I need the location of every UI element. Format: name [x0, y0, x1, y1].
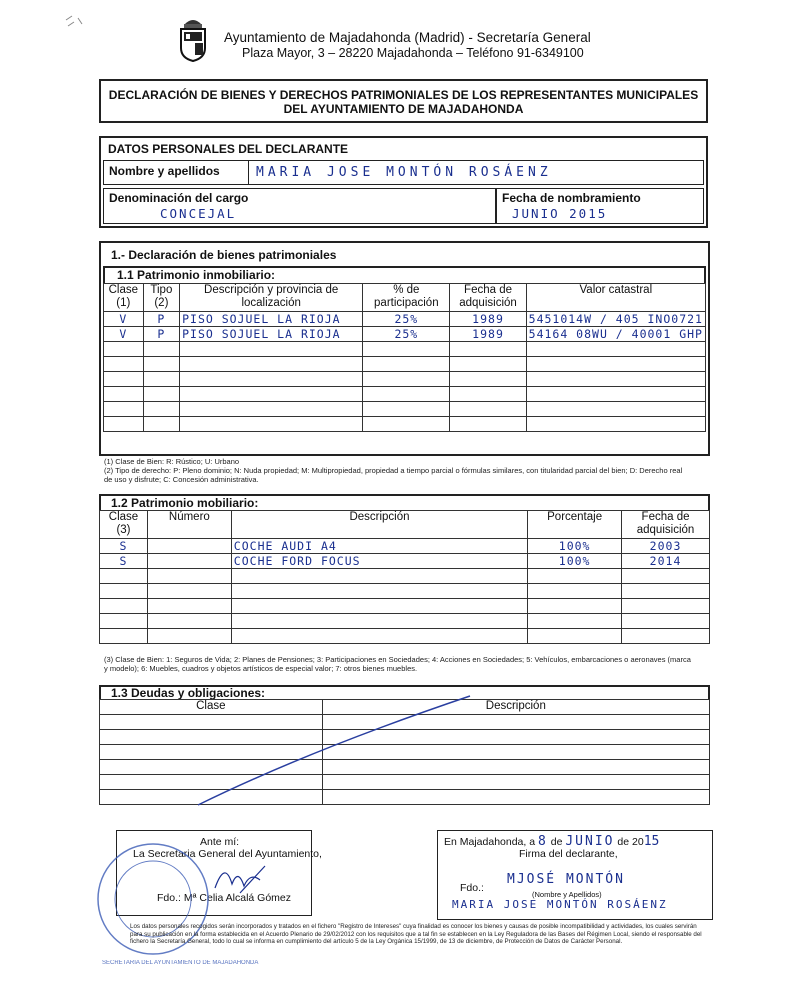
- table-row: [104, 327, 706, 342]
- inmo-note-1: (1) Clase de Bien: R: Rústico; U: Urbano: [104, 457, 240, 466]
- table-cell: [450, 402, 526, 417]
- fecha-nombramiento-value: JUNIO 2015: [512, 206, 608, 221]
- table-row: [104, 372, 706, 387]
- table-row: [104, 312, 706, 327]
- table-cell: [147, 629, 231, 644]
- firma-right-fecha: [444, 834, 659, 849]
- table-cell: P: [143, 312, 179, 327]
- title-line-1: DECLARACIÓN DE BIENES Y DERECHOS PATRIMONIALES DE LOS REPRESENTANTES MUNICIPALES: [108, 88, 699, 102]
- table-cell: 2014: [622, 554, 710, 569]
- table-cell: [147, 584, 231, 599]
- table-cell: [450, 342, 526, 357]
- declarante-name: MARIA JOSE MONTÓN ROSÁENZ: [452, 898, 668, 911]
- fecha-de-1: de: [550, 836, 563, 848]
- table-cell: V: [104, 327, 144, 342]
- deudas-header-descripcion: Descripción: [322, 700, 709, 715]
- inmo-note-2: (2) Tipo de derecho: P: Pleno dominio; N: Nuda propiedad; M: Multipropiedad, propiedad a tiempo parcial o fórmulas similares, con titularidad parcial del bien; D: Derecho real de uso y disfrute; C: Concesión administrativa.: [104, 466, 683, 484]
- table-cell: [526, 387, 705, 402]
- table-cell: [143, 417, 179, 432]
- mob-header-porcentaje: Porcentaje: [528, 511, 622, 539]
- fecha-lugar: En Majadahonda, a: [444, 836, 536, 848]
- table-cell: PISO SOJUEL LA RIOJA: [180, 327, 363, 342]
- table-row: [100, 554, 710, 569]
- header-line-2: Plaza Mayor, 3 – 28220 Majadahonda – Teléfono 91-6349100: [242, 46, 584, 60]
- fecha-dia: 8: [538, 834, 548, 849]
- table-cell: [180, 372, 363, 387]
- table-cell: [100, 569, 148, 584]
- table-cell: 100%: [528, 539, 622, 554]
- table-cell: [143, 357, 179, 372]
- table-cell: [622, 569, 710, 584]
- firma-right-fdo: Fdo.:: [460, 882, 484, 894]
- deudas-title: 1.3 Deudas y obligaciones:: [111, 686, 266, 700]
- table-cell: [231, 569, 527, 584]
- table-cell: [104, 357, 144, 372]
- mob-header-fecha: Fecha de adquisición: [622, 511, 710, 539]
- firma-left-fdo: Fdo.: Mª Celia Alcalá Gómez: [157, 892, 292, 904]
- table-row: [100, 569, 710, 584]
- table-row: [100, 539, 710, 554]
- table-cell: [526, 417, 705, 432]
- table-row: [100, 629, 710, 644]
- table-cell: [100, 614, 148, 629]
- table-cell: [528, 614, 622, 629]
- table-cell: [104, 417, 144, 432]
- table-cell: S: [100, 539, 148, 554]
- table-cell: [526, 372, 705, 387]
- table-cell: V: [104, 312, 144, 327]
- table-cell: [231, 584, 527, 599]
- table-cell: [450, 357, 526, 372]
- table-row: [104, 402, 706, 417]
- name-label: Nombre y apellidos: [109, 164, 220, 178]
- table-cell: P: [143, 327, 179, 342]
- strike-through-line: [190, 690, 490, 810]
- inmo-header-tipo: Tipo (2): [143, 284, 179, 312]
- firma-left-cargo: La Secretaria General del Ayuntamiento,: [133, 848, 322, 860]
- table-cell: [526, 357, 705, 372]
- secretary-signature: [210, 858, 270, 898]
- coat-of-arms-logo: [176, 16, 210, 62]
- table-cell: [104, 387, 144, 402]
- table-cell: [622, 614, 710, 629]
- privacy-notice: Los datos personales recogidos serán incorporados y tratados en el fichero "Registro de Intereses" cuya finalidad es conocer los bienes y causas de posible incompatibilidad y actividades, los cuales servirán para su publicación en la forma establecida en el Acuerdo Plenario de 29/02/2012 con los requisitos que a tal fin se establecen en la Ley Reguladora de las Bases del Régimen Local, siendo el responsable del fichero la Secretaría General, todo lo cual se informa en cumplimiento del artículo 5 de la Ley Orgánica 15/1999, de 13 de diciembre, de Protección de Datos de Carácter Personal.: [130, 923, 702, 945]
- table-row: [104, 342, 706, 357]
- mob-header-clase: Clase (3): [100, 511, 148, 539]
- table-cell: [104, 372, 144, 387]
- table-cell: [143, 342, 179, 357]
- document-title: [100, 88, 707, 116]
- declarante-signature: MJOSÉ MONTÓN: [507, 872, 625, 887]
- table-cell: [143, 372, 179, 387]
- deudas-header-clase: Clase: [100, 700, 323, 715]
- table-cell: [622, 629, 710, 644]
- mob-note: (3) Clase de Bien: 1: Seguros de Vida; 2: Planes de Pensiones; 3: Participaciones en Sociedades; 4: Acciones en Sociedades; 5: Vehículos, embarcaciones o aeronaves (marca y modelo); 6: Muebles, cuadros y objetos artísticos de especial valor; 7: otros bienes muebles.: [104, 655, 691, 673]
- inmo-title: 1.1 Patrimonio inmobiliario:: [117, 268, 276, 282]
- table-row: [100, 584, 710, 599]
- inmo-table: [103, 283, 706, 432]
- table-cell: [363, 342, 450, 357]
- table-cell: 25%: [363, 312, 450, 327]
- table-cell: COCHE FORD FOCUS: [231, 554, 527, 569]
- table-cell: [180, 357, 363, 372]
- table-row: [104, 387, 706, 402]
- firma-declarante-label: Firma del declarante,: [519, 848, 618, 860]
- table-cell: [363, 402, 450, 417]
- table-cell: [622, 599, 710, 614]
- table-cell: COCHE AUDI A4: [231, 539, 527, 554]
- table-cell: [100, 584, 148, 599]
- table-cell: 5451014W / 405 INO0721: [526, 312, 705, 327]
- table-cell: [231, 599, 527, 614]
- table-cell: [147, 539, 231, 554]
- stamp-text: SECRETARIA DEL AYUNTAMIENTO DE MAJADAHONDA: [102, 960, 259, 966]
- header-line-1: Ayuntamiento de Majadahonda (Madrid) - Secretaría General: [224, 30, 591, 45]
- table-cell: [450, 387, 526, 402]
- inmo-header-clase: Clase (1): [104, 284, 144, 312]
- table-cell: [100, 629, 148, 644]
- table-cell: [180, 417, 363, 432]
- firma-left-ante: Ante mí:: [200, 836, 240, 848]
- mob-table: [99, 510, 710, 644]
- table-cell: 2003: [622, 539, 710, 554]
- table-cell: [528, 569, 622, 584]
- table-cell: [622, 584, 710, 599]
- table-cell: [450, 372, 526, 387]
- corner-mark: [64, 14, 84, 34]
- table-cell: S: [100, 554, 148, 569]
- inmo-header-fecha: Fecha de adquisición: [450, 284, 526, 312]
- table-row: [100, 614, 710, 629]
- table-cell: [180, 342, 363, 357]
- table-cell: [528, 599, 622, 614]
- fecha-mes: JUNIO: [565, 834, 615, 849]
- table-row: [100, 599, 710, 614]
- table-cell: [147, 554, 231, 569]
- personal-section-title: DATOS PERSONALES DEL DECLARANTE: [108, 142, 349, 156]
- table-cell: [526, 402, 705, 417]
- bienes-section-title: 1.- Declaración de bienes patrimoniales: [111, 248, 337, 262]
- table-cell: [143, 402, 179, 417]
- cargo-value: CONCEJAL: [160, 206, 237, 221]
- inmo-header-participacion: % de participación: [363, 284, 450, 312]
- table-cell: PISO SOJUEL LA RIOJA: [180, 312, 363, 327]
- table-cell: [363, 417, 450, 432]
- mob-header-numero: Número: [147, 511, 231, 539]
- fecha-nombramiento-label: Fecha de nombramiento: [502, 191, 641, 205]
- table-cell: [147, 569, 231, 584]
- table-cell: [104, 402, 144, 417]
- fecha-anio: 15: [643, 834, 660, 849]
- table-cell: 25%: [363, 327, 450, 342]
- apellidos-label: (Nombre y Apellidos): [532, 890, 602, 899]
- table-cell: [526, 342, 705, 357]
- table-cell: [231, 629, 527, 644]
- table-cell: [180, 402, 363, 417]
- table-cell: [363, 372, 450, 387]
- table-cell: 54164 08WU / 40001 GHP: [526, 327, 705, 342]
- mob-header-descripcion: Descripción: [231, 511, 527, 539]
- table-cell: [363, 387, 450, 402]
- table-cell: [104, 342, 144, 357]
- table-cell: [528, 584, 622, 599]
- table-cell: [147, 614, 231, 629]
- name-value: MARIA JOSE MONTÓN ROSÁENZ: [256, 165, 552, 180]
- table-cell: 1989: [450, 312, 526, 327]
- fecha-de-2: de 20: [617, 836, 644, 848]
- mob-title: 1.2 Patrimonio mobiliario:: [111, 496, 259, 510]
- inmo-header-valor: Valor catastral: [526, 284, 705, 312]
- inmo-header-descripcion: Descripción y provincia de localización: [180, 284, 363, 312]
- table-row: [104, 417, 706, 432]
- cargo-label: Denominación del cargo: [109, 191, 249, 205]
- table-cell: [231, 614, 527, 629]
- table-cell: [100, 599, 148, 614]
- table-cell: [143, 387, 179, 402]
- table-cell: [180, 387, 363, 402]
- table-cell: [450, 417, 526, 432]
- table-row: [104, 357, 706, 372]
- table-cell: [528, 629, 622, 644]
- table-cell: 1989: [450, 327, 526, 342]
- table-cell: 100%: [528, 554, 622, 569]
- table-cell: [363, 357, 450, 372]
- title-line-2: DEL AYUNTAMIENTO DE MAJADAHONDA: [283, 102, 524, 116]
- table-cell: [147, 599, 231, 614]
